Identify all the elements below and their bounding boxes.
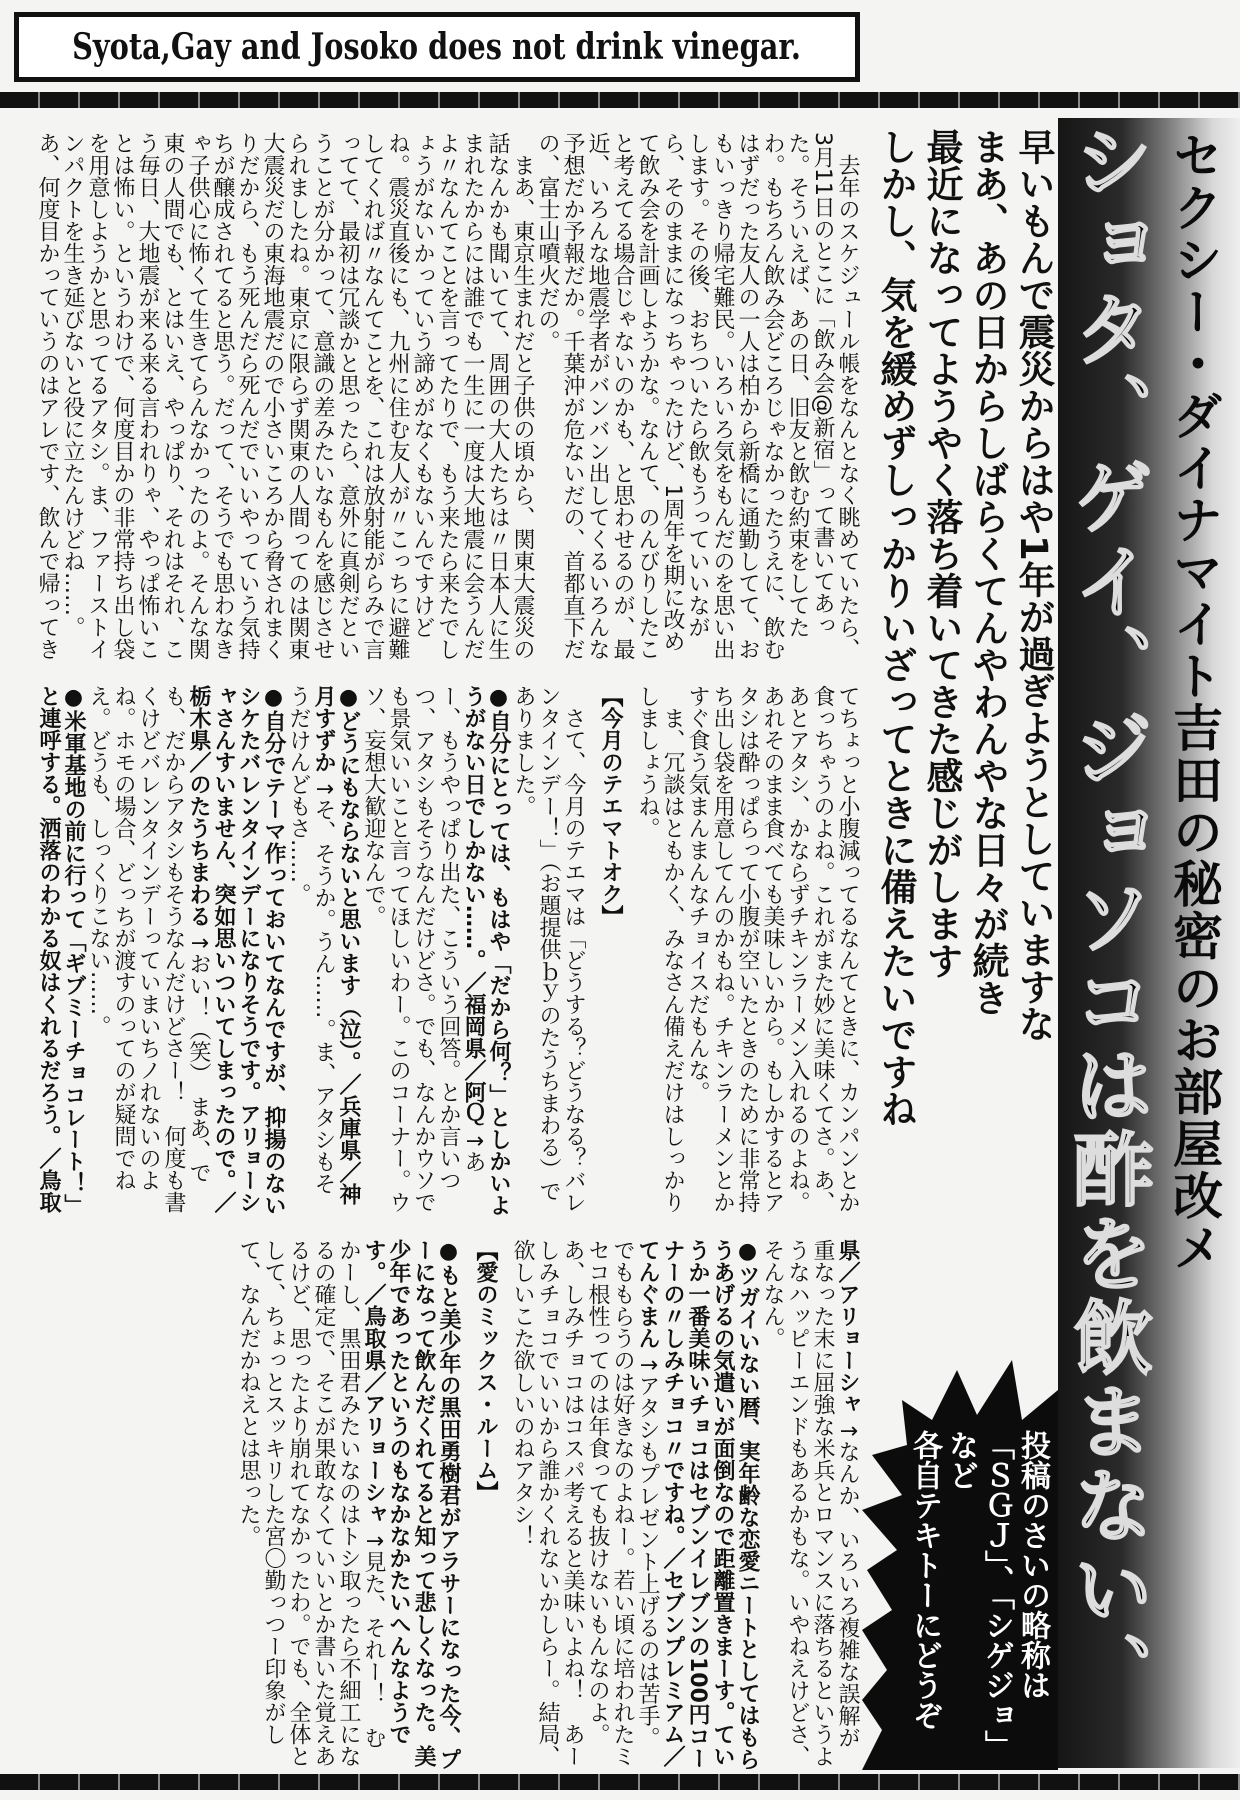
essay-paragraph: まあ、東京生まれだと子供の頃から、関東大震災の話なんかも聞いてて、周囲の大人たちは〃日本人に生まれたからには誰でも一生に一度は大地震に会うんだよ〃なんてことを言ってたりで、もう来たら来たでしょうがないかっていう諦めがなくもないんですけどね。震災直後にも、九州に住む友人が〃こっちに避難してくれば〃なんてことを、これは放射能がらみで言ってて、最初は冗談かと思ったら、意外に真剣だということが分かって、意識の差みたいなもんを感じさせられましたね。東京に限らず関東の人間ってのは関東大震災だの東海地震だので小さいころから脅されまくりだから、もう死んだら死んだでいいやっていう気持ちが醸成されてると思う。だって、そうでも思わなきゃ子供心に怖くて生きてらんなかったのよ。そんな関東の人間でも、とはいえ、やっぱり、それはそれ、こう毎日、大地震が来る来る言われりゃ、やっぱ怖いことは怖い。というわけで、何度目かの非常持ち出し袋を用意しようかと思ってるアタシ。ま、ファーストインパクトを生き延びないと役に立たんけどね……。あ、何度目かっていうのはアレです、飲んで帰ってきてちょっと小腹減ってるなんてときに、カンパンとか食っちゃうのよね。これがまた妙に美味くてさ。あ、あとアタシ、かならずチキンラーメン入れるのよね。あれそのまま食べても美味しいから。もしかするとアタシは酔っぱらって小腹が空いたときのために非常持ち出し袋を用意してんのかもね。チキンラーメンとかすぐ食う気まんまんなチョイスだもんな。 bbox=[35, 132, 860, 1214]
entry-text: ●米軍基地の前に行って「ギブミーチョコレート！」と連呼する。洒落のわかる奴はくれるだろう。 bbox=[36, 685, 86, 1217]
lead-line: まあ、あの日からしばらくてんやわんやな日々が続き bbox=[966, 128, 1009, 1016]
starburst-text bbox=[880, 1430, 1050, 1760]
section-heading-theme-talk: 【今月のテエマトオク】 bbox=[598, 685, 623, 928]
entry-from: ／セブンプレミアム／てんぐまん bbox=[635, 1238, 685, 1767]
entry-from: ／福岡県／阿Ｑ bbox=[461, 971, 486, 1126]
entry-from: ／栃木県／のたうちまわる bbox=[186, 685, 236, 1214]
lead-line: 早いもんで震災からはや1年が過ぎようとしていますな bbox=[1012, 128, 1055, 1042]
entry-reply: ↑アタシもプレゼント上げるのは苦手。でももらうのは好きなのよねー。若い頃に培われたミセコ根性ってのは年食っても抜けないもんなのよ。あ、しみチョコはコスパ考えると美味いよね！ あーしみチョコでいいから誰かくれないかしらー。結局、欲しいこた欲しいのねアタシ！ bbox=[510, 1238, 660, 1767]
lead-paragraph bbox=[872, 128, 1056, 1168]
essay-paragraph: ま、冗談はともかく、みなさん備えだけはしっかりしましょうね。 bbox=[635, 685, 685, 1214]
entry-reply: ↑あー、もうやっぱり出た、こういう回答。とか言いつつ、アタシもそうなんだけどさ。でも、なんかウソでも景気いいこと言ってほしいわー。このコーナー。ウソ、妄想大歓迎なんで。 bbox=[361, 685, 486, 1214]
bottom-divider bbox=[0, 1774, 1240, 1790]
essay-paragraph: 去年のスケジュール帳をなんとなく眺めていたら、3月11日のとこに「飲み会@新宿」って書いてあった。そういえば、あの日、旧友と飲む約束をしてたわ。もちろん飲み会どころじゃなかったうえに、飲むはずだった友人の一人は柏から新橋に通勤してて、おもいっきり帰宅難民。いろいろ気をもんだのを思い出します。その後、おちついたら飲もうっていいながら、そのままになっちゃったけど、1周年を期に改めて飲み会を計画しようかな。なんて、のんびりしたこと考えてる場合じゃないのかも、と思わせるのが、最近、いろんな地震学者がバンバン出してくるいろんな予想だか予報だか。千葉沖が危ないだの、首都直下だの、富士山噴火だの。 bbox=[535, 132, 860, 660]
entry-reply: ↑見た、それー！ むかーし、黒田君みたいなのはトシ取ったら不細工になるの確定で、そこが果敢なくていいとか書いた覚えあるけど、思ったより崩れてなかったわ。でも、全体として、ちょっとスッキリした宮〇勤っつー印象がして、なんだかねえとは思った。 bbox=[236, 1238, 386, 1767]
main-headline: ショタ、ゲイ、ジョソコは酢を飲まない、 bbox=[1060, 120, 1153, 1716]
starburst-line: 「ＳＧＪ」、「シゲジョ」など bbox=[943, 1430, 1014, 1760]
entry-reply: ↑そ、そうか。うん……。ま、アタシもそうだけんどもさ……。 bbox=[286, 685, 336, 1195]
entry-reply: ↑おい！（笑） まあ、でも、だからアタシもそうなんだけどさー！ 何度も書くけどバレンタインデーっていまいちノれないのよね。ホモの場合、どっちが渡すのってのが疑問でねえ。どうも、しっくりこない……。 bbox=[86, 685, 211, 1214]
reader-entry bbox=[286, 685, 361, 1216]
entry-text: ●もと美少年の黒田勇樹君がアラサーになった今、プーになって飲んだくれてると知って悲しくなった。美少年であったというのもなかなかたいへんなようです。 bbox=[361, 1238, 461, 1770]
entry-text: ●ツガイいない暦、実年齢な恋愛ニートとしてはもらうあげるの気遣いが面倒なので距離置きまーす。ていうか一番美味いチョコはセブンイレブンの100円コーナーの〃しみチョコ〃ですね。 bbox=[660, 1238, 760, 1770]
starburst-line: 投稿のさいの略称は bbox=[1015, 1430, 1050, 1700]
entry-from: ／兵庫県／神月すずか bbox=[311, 685, 361, 1206]
reader-entry bbox=[236, 1239, 461, 1770]
entry-text: ●自分にとっては、もはや「だから何？」としかいようがない日でしかない……。 bbox=[461, 685, 511, 1217]
article-body bbox=[16, 132, 860, 1770]
lead-line: 最近になってようやく落ち着いてきた感じがします bbox=[920, 128, 963, 979]
entry-from: ／鳥取県／アリョーシャ bbox=[36, 1147, 860, 1415]
reader-entry bbox=[361, 685, 511, 1216]
reader-entry bbox=[86, 685, 286, 1216]
banner-title: Syota,Gay and Josoko does not drink vinegar. bbox=[72, 26, 802, 68]
title-banner bbox=[14, 12, 860, 82]
starburst-line: 各自テキトーにどうぞ bbox=[907, 1430, 942, 1730]
entry-text: ●どうにもならないと思います（泣）。 bbox=[336, 685, 361, 1074]
entry-from: ／鳥取県／アリョーシャ bbox=[361, 1282, 386, 1525]
reader-entry bbox=[510, 1239, 760, 1770]
theme-intro: さて、今月のテエマは「どうする？どうなる？バレンタインデー！」（お題提供ｂｙのたうちまわる）でありました。 bbox=[511, 685, 586, 1214]
entry-text: ●自分でテーマ作っておいてなんですが、抑揚のないシケたバレンタインデーになりそうです。アリョーシャさんすいません、突如思いついてしまったので。 bbox=[211, 685, 286, 1217]
sub-headline: セクシー・ダイナマイト吉田の秘密のお部屋改メ bbox=[1165, 130, 1223, 1274]
lead-line: しかし、気を緩めずしっかりいざってときに備えたいですね bbox=[874, 128, 917, 1127]
section-heading-mix-room: 【愛のミックス・ルーム】 bbox=[473, 1238, 498, 1503]
entry-reply: ↑なんか、いろいろ複雑な誤解が重なった末に屈強な米兵とロマンスに落ちるというようなハッピーエンドもあるかもな。いやねえけどさ、そんなん。 bbox=[760, 1238, 860, 1767]
top-divider bbox=[0, 92, 1240, 108]
